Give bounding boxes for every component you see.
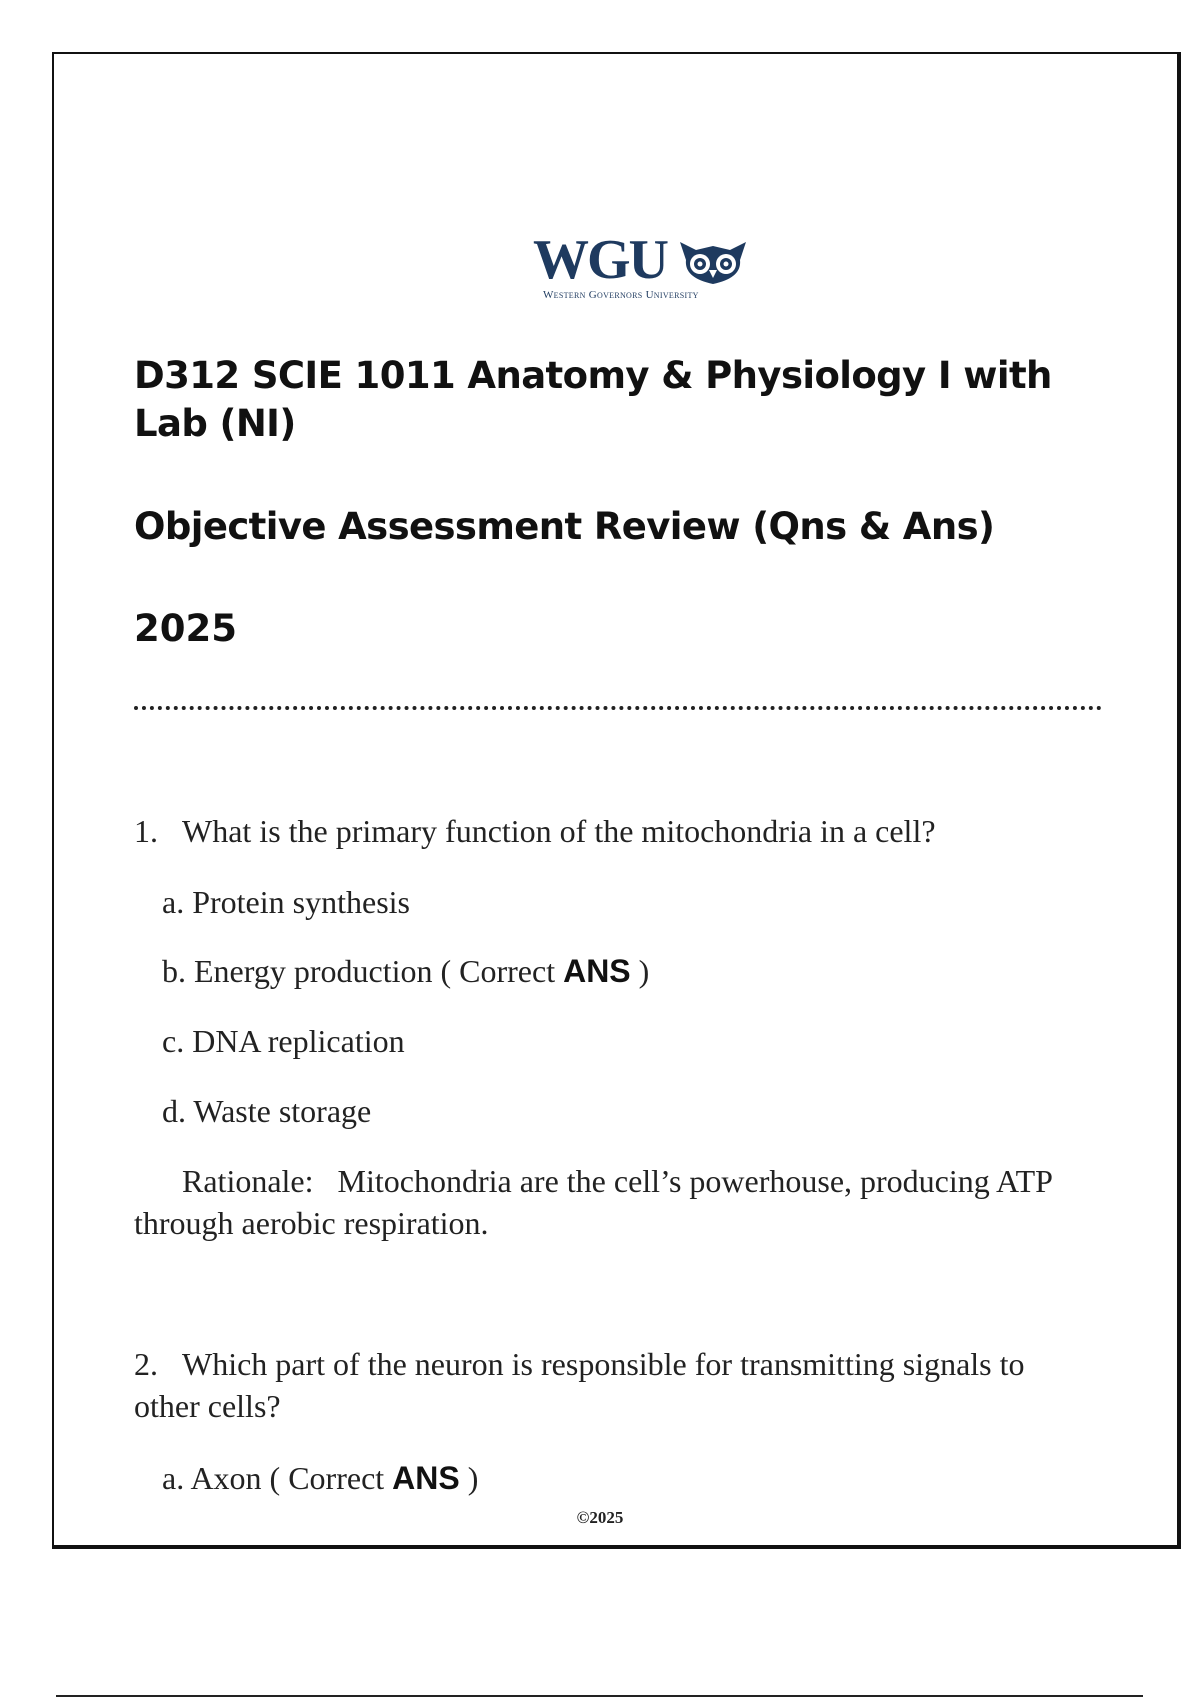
option-a — [162, 1458, 478, 1498]
rationale — [134, 1160, 1114, 1244]
dotted-divider — [134, 706, 1102, 710]
logo-tagline: Western Governors University — [543, 289, 699, 301]
logo-wordmark: WGU — [533, 229, 667, 291]
option-b — [162, 951, 649, 991]
option-a — [162, 882, 410, 922]
option-text: a. Axon — [162, 1460, 262, 1496]
option-text: d. Waste storage — [162, 1093, 372, 1129]
option-text: b. Energy production — [162, 953, 433, 989]
question-1 — [134, 810, 936, 852]
document-subtitle: Objective Assessment Review (Qns & Ans) — [134, 505, 995, 548]
owl-icon — [678, 238, 748, 288]
question-number: 2. — [134, 1346, 158, 1382]
option-text: c. DNA replication — [162, 1023, 405, 1059]
bottom-rule — [56, 1695, 1143, 1697]
question-2 — [134, 1343, 1094, 1427]
rationale-text: Mitochondria are the cell’s powerhouse, producing ATP through aerobic respiration. — [134, 1163, 1052, 1241]
correct-marker-open: ( Correct — [261, 1460, 393, 1496]
correct-answer-label: ANS — [392, 1460, 460, 1496]
correct-marker-close: ) — [459, 1460, 479, 1496]
option-c — [162, 1021, 405, 1061]
rationale-label: Rationale: — [182, 1163, 314, 1199]
document-year: 2025 — [134, 607, 237, 650]
correct-marker-close: ) — [630, 953, 650, 989]
correct-answer-label: ANS — [563, 953, 631, 989]
question-text: What is the primary function of the mitochondria in a cell? — [182, 813, 936, 849]
copyright-footer: ©2025 — [576, 1508, 624, 1527]
option-d — [162, 1091, 371, 1131]
document-title: D312 SCIE 1011 Anatomy & Physiology I with Lab (NI) — [134, 354, 1052, 445]
question-number: 1. — [134, 813, 158, 849]
option-text: a. Protein synthesis — [162, 884, 410, 920]
correct-marker-open: ( Correct — [432, 953, 564, 989]
question-text: Which part of the neuron is responsible for transmitting signals to other cells? — [134, 1346, 1025, 1424]
wgu-logo — [533, 229, 748, 302]
